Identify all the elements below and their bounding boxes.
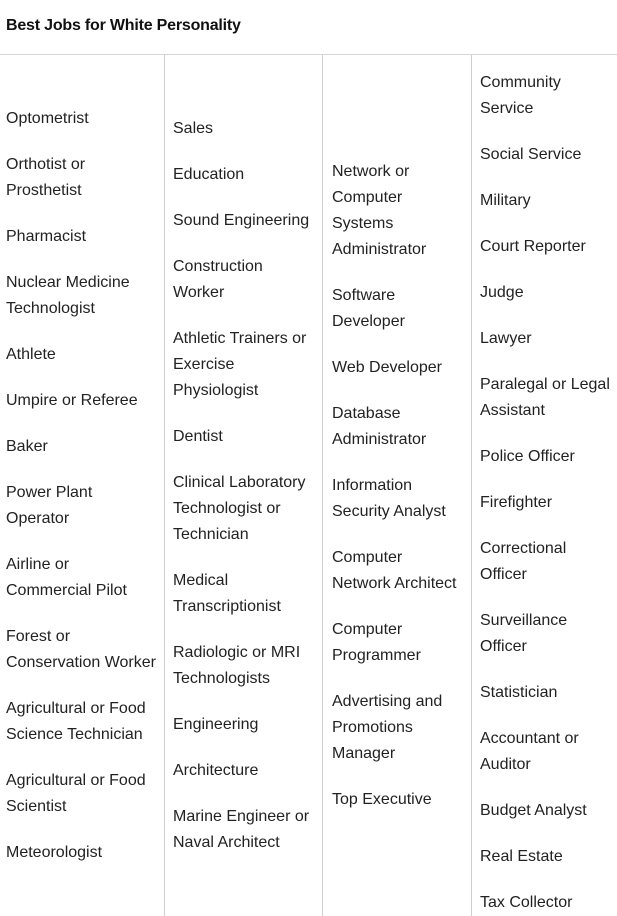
job-item: Sound Engineering xyxy=(173,211,310,229)
jobs-column-2 xyxy=(164,55,322,916)
job-item: Correctional Officer xyxy=(480,540,567,583)
job-item: Database Administrator xyxy=(332,404,427,448)
job-item: Umpire or Referee xyxy=(6,391,138,409)
job-item: Judge xyxy=(480,284,524,301)
job-item: Surveillance Officer xyxy=(480,612,568,655)
job-item: Web Developer xyxy=(332,358,442,376)
page-title: Best Jobs for White Personality xyxy=(6,17,241,34)
job-item: Orthotist or Prosthetist xyxy=(6,155,86,199)
job-item: Community Service xyxy=(480,74,561,117)
job-item: Computer Network Architect xyxy=(332,548,457,592)
job-item: Agricultural or Food Science Technician xyxy=(6,699,146,743)
job-item: Medical Transcriptionist xyxy=(173,571,281,615)
job-item: Social Service xyxy=(480,146,582,163)
jobs-column-3 xyxy=(322,55,471,916)
job-item: Pharmacist xyxy=(6,227,87,245)
jobs-table xyxy=(0,55,617,916)
job-item: Athletic Trainers or Exercise Physiologist xyxy=(173,329,307,399)
job-item: Information Security Analyst xyxy=(332,476,446,520)
job-item: Dentist xyxy=(173,427,223,445)
job-item: Agricultural or Food Scientist xyxy=(6,771,146,815)
jobs-column-4 xyxy=(471,55,617,916)
job-item: Network or Computer Systems Administrator xyxy=(332,162,427,258)
job-item: Real Estate xyxy=(480,848,563,865)
job-item: Meteorologist xyxy=(6,843,103,861)
job-item: Nuclear Medicine Technologist xyxy=(6,273,130,317)
job-item: Power Plant Operator xyxy=(6,483,93,527)
job-item: Tax Collector xyxy=(480,894,573,911)
job-item: Firefighter xyxy=(480,494,553,511)
job-item: Forest or Conservation Worker xyxy=(6,627,156,671)
job-item: Lawyer xyxy=(480,330,532,347)
job-item: Accountant or Auditor xyxy=(480,730,579,773)
job-item: Computer Programmer xyxy=(332,620,421,664)
job-item: Construction Worker xyxy=(173,257,263,301)
job-item: Budget Analyst xyxy=(480,802,587,819)
job-item: Statistician xyxy=(480,684,558,701)
job-item: Airline or Commercial Pilot xyxy=(6,555,127,599)
job-item: Education xyxy=(173,165,245,183)
job-item: Software Developer xyxy=(332,286,405,330)
job-item: Police Officer xyxy=(480,448,575,465)
job-item: Sales xyxy=(173,119,214,137)
jobs-column-1 xyxy=(0,55,164,916)
job-item: Paralegal or Legal Assistant xyxy=(480,376,610,419)
job-item: Marine Engineer or Naval Architect xyxy=(173,807,310,851)
job-item: Radiologic or MRI Technologists xyxy=(173,643,301,687)
job-item: Engineering xyxy=(173,715,259,733)
job-item: Advertising and Promotions Manager xyxy=(332,692,443,762)
job-item: Court Reporter xyxy=(480,238,586,255)
job-item: Athlete xyxy=(6,345,56,363)
job-item: Baker xyxy=(6,437,48,455)
job-item: Clinical Laboratory Technologist or Technician xyxy=(173,473,306,543)
job-item: Optometrist xyxy=(6,109,89,127)
job-item: Top Executive xyxy=(332,790,432,808)
job-item: Architecture xyxy=(173,761,259,779)
job-item: Military xyxy=(480,192,531,209)
